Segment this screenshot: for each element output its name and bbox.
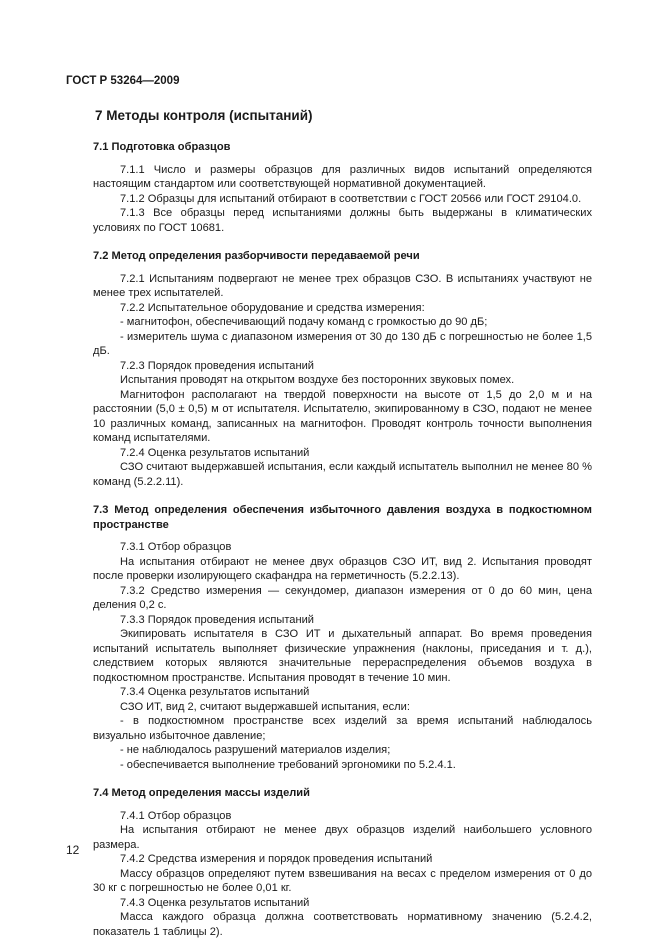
section-title-7-4: 7.4 Метод определения массы изделий: [93, 787, 310, 799]
paragraph: 7.3.2 Средство измерения — секундомер, диапазон измерения от 0 до 60 мин, цена деления 0,2 с.: [93, 584, 592, 611]
subsection-heading: 7.4.1 Отбор образцов: [120, 809, 232, 822]
paragraph: Испытания проводят на открытом воздухе без посторонних звуковых помех.: [120, 374, 515, 386]
paragraph: 7.1.3 Все образцы перед испытаниями должны быть выдержаны в климатических условиях по ГОСТ 10681.: [93, 207, 592, 234]
paragraph: СЗО ИТ, вид 2, считают выдержавшей испытания, если:: [120, 700, 410, 713]
paragraph: Массу образцов определяют путем взвешивания на весах с пределом измерения от 0 до 30 кг с погрешностью не более 0,01 кг.: [93, 867, 592, 894]
list-item: - измеритель шума с диапазоном измерения от 30 до 130 дБ с погрешностью не более 1,5 дБ.: [93, 330, 592, 357]
list-item: - в подкостюмном пространстве всех изделий за время испытаний наблюдалось визуально избыточное давление;: [93, 715, 592, 742]
paragraph: Экипировать испытателя в СЗО ИТ и дыхательный аппарат. Во время проведения испытаний испытатель выполняет физические упражнения (наклоны, приседания и т. д.), следствием которых являются значительные перераспределения объемов воздуха в подкостюмном пространстве. Испытания проводят в течение 10 мин.: [93, 628, 592, 684]
paragraph: На испытания отбирают не менее двух образцов изделий наибольшего условного размера.: [93, 824, 592, 851]
paragraph: На испытания отбирают не менее двух образцов СЗО ИТ, вид 2. Испытания проводят после проверки изолирующего скафандра на герметичность (5.2.2.13).: [93, 555, 592, 582]
paragraph: 7.2.2 Испытательное оборудование и средства измерения:: [120, 301, 425, 314]
paragraph: 7.1.2 Образцы для испытаний отбирают в соответствии с ГОСТ 20566 или ГОСТ 29104.0.: [120, 192, 582, 205]
paragraph: 7.2.1 Испытаниям подвергают не менее трех образцов СЗО. В испытаниях участвуют не менее трех испытателей.: [93, 272, 592, 299]
page-number: 12: [66, 843, 80, 857]
subsection-heading: 7.4.3 Оценка результатов испытаний: [120, 896, 310, 909]
subsection-heading: 7.3.1 Отбор образцов: [120, 541, 232, 553]
section-title-7-1: 7.1 Подготовка образцов: [93, 141, 231, 153]
section-title-7-2: 7.2 Метод определения разборчивости передаваемой речи: [93, 250, 420, 262]
paragraph: 7.1.1 Число и размеры образцов для различных видов испытаний определяются настоящим стандартом или соответствующей нормативной документацией.: [93, 163, 592, 190]
subsection-heading: 7.2.3 Порядок проведения испытаний: [120, 359, 314, 372]
chapter-title: 7 Методы контроля (испытаний): [95, 108, 313, 123]
subsection-heading: 7.4.2 Средства измерения и порядок проведения испытаний: [120, 853, 433, 865]
subsection-heading: 7.3.4 Оценка результатов испытаний: [120, 686, 310, 698]
subsection-heading: 7.3.3 Порядок проведения испытаний: [120, 613, 314, 626]
subsection-heading: 7.2.4 Оценка результатов испытаний: [120, 446, 310, 459]
document-body: [93, 140, 592, 939]
document-code-header: ГОСТ Р 53264—2009: [66, 75, 180, 87]
list-item: - обеспечивается выполнение требований эргономики по 5.2.4.1.: [120, 758, 456, 771]
paragraph: СЗО считают выдержавшей испытания, если каждый испытатель выполнил не менее 80 % команд (5.2.2.11).: [93, 461, 592, 488]
list-item: - магнитофон, обеспечивающий подачу команд с громкостью до 90 дБ;: [120, 316, 488, 328]
paragraph: Магнитофон располагают на твердой поверхности на высоте от 1,5 до 2,0 м и на расстоянии (5,0 ± 0,5) м от испытателя. Испытателю, экипированному в СЗО, подают не менее 10 различных команд, записанных на магнитофон. Проводят контроль точности выполнения команд испытателями.: [93, 388, 592, 444]
paragraph: Масса каждого образца должна соответствовать нормативному значению (5.2.4.2, показатель 1 таблицы 2).: [93, 911, 592, 938]
list-item: - не наблюдалось разрушений материалов изделия;: [120, 744, 391, 756]
section-title-7-3: 7.3 Метод определения обеспечения избыточного давления воздуха в подкостюмном пространстве: [93, 504, 592, 531]
